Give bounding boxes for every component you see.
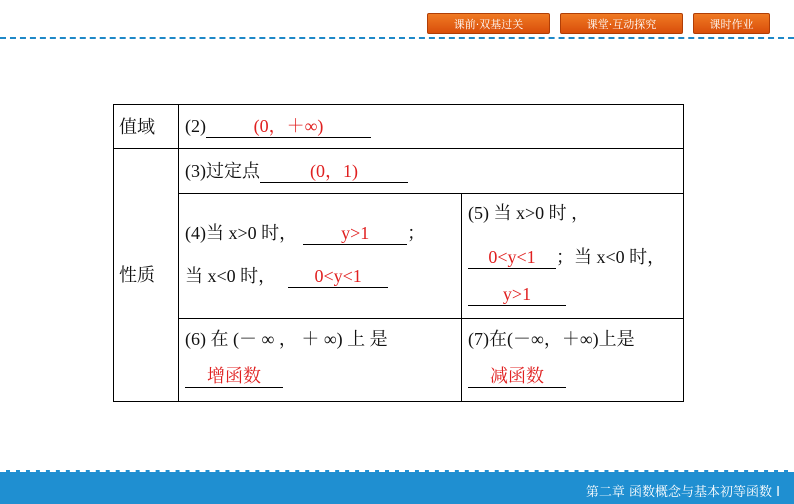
p5-cond2: ；当 x<0 时， [556, 247, 666, 267]
range-answer: (0，＋∞) [206, 115, 371, 138]
p4-semicolon: ； [407, 223, 426, 243]
row-divider-p3 [178, 193, 683, 194]
p6-line2 [185, 365, 283, 388]
p6-line1: (6) 在 (－ ∞ ， ＋ ∞) 上 是 [185, 329, 388, 349]
p3-prefix: (3)过定点 [185, 161, 260, 181]
p3-answer: (0，1) [260, 160, 408, 183]
p4-answer2: 0<y<1 [288, 265, 388, 288]
p5-answer2: y>1 [468, 283, 566, 306]
nav-btn-homework[interactable]: 课时作业 [693, 13, 770, 34]
p4-cond2: 当 x<0 时， [185, 266, 277, 286]
property-table [113, 104, 684, 402]
p4-line1 [185, 219, 425, 245]
row-divider-p45 [178, 318, 683, 319]
top-divider [0, 37, 794, 39]
p5-line2 [468, 243, 665, 269]
range-prefix: (2) [185, 116, 206, 136]
p4-answer1: y>1 [303, 222, 407, 245]
footer-divider [0, 470, 794, 472]
nav-btn-pre-class[interactable]: 课前·双基过关 [427, 13, 550, 34]
p6-answer: 增函数 [185, 365, 283, 388]
range-cell [185, 115, 371, 138]
p4-cond1: (4)当 x>0 时， [185, 223, 298, 243]
chapter-title: 第二章 函数概念与基本初等函数 I [585, 485, 780, 500]
nav-btn-in-class[interactable]: 课堂·互动探究 [560, 13, 683, 34]
p7-line2 [468, 365, 566, 388]
p5-answer1: 0<y<1 [468, 246, 556, 269]
nav-buttons [427, 13, 770, 34]
p5-line1: (5) 当 x>0 时 ， [468, 203, 590, 223]
col-divider-label [178, 105, 179, 401]
label-range: 值域 [119, 117, 155, 137]
row-divider-range [114, 148, 683, 149]
p4-line2 [185, 262, 388, 288]
label-properties: 性质 [119, 265, 155, 285]
p7-line1: (7)在(－∞，＋∞)上是 [468, 329, 635, 349]
col-divider-split [461, 193, 462, 401]
p5-line3 [468, 283, 566, 306]
p7-answer: 减函数 [468, 365, 566, 388]
p3-cell [185, 157, 408, 183]
